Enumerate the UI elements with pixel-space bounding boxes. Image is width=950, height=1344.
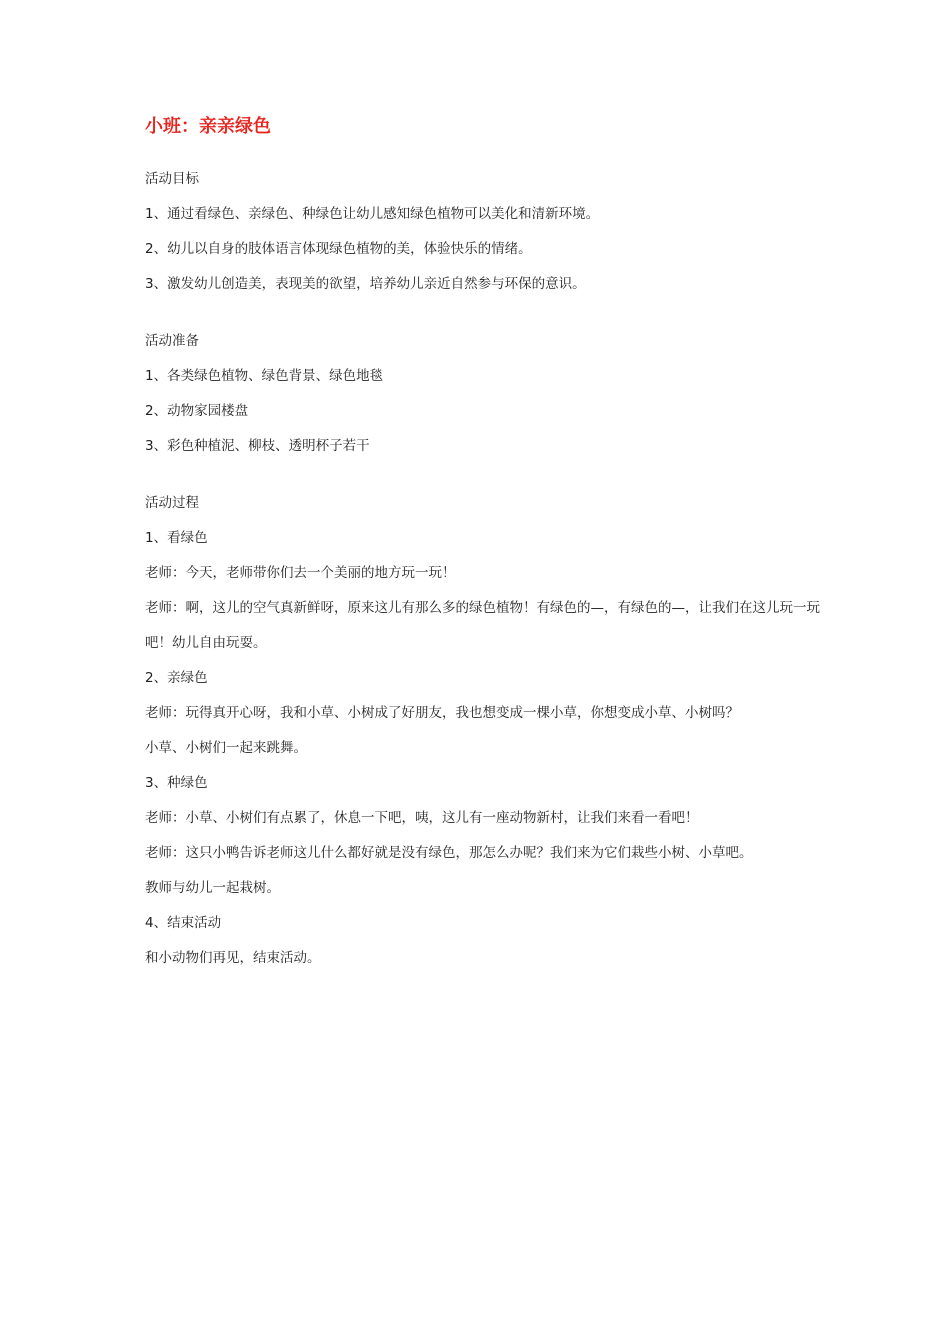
spacer — [145, 464, 825, 486]
process-line: 教师与幼儿一起栽树。 — [145, 880, 280, 896]
process-line: 老师：啊，这儿的空气真新鲜呀，原来这儿有那么多的绿色植物！有绿色的—，有绿色的—，让我们在这儿玩一玩吧！幼儿自由玩耍。 — [145, 600, 820, 651]
process-step-heading: 4、结束活动 — [145, 915, 222, 931]
preparation-item: 3、彩色种植泥、柳枝、透明杯子若干 — [145, 438, 370, 454]
spacer — [145, 302, 825, 324]
goal-item: 3、激发幼儿创造美，表现美的欲望，培养幼儿亲近自然参与环保的意识。 — [145, 276, 586, 292]
process-line: 和小动物们再见，结束活动。 — [145, 950, 321, 966]
preparation-item: 1、各类绿色植物、绿色背景、绿色地毯 — [145, 368, 384, 384]
process-heading: 活动过程 — [145, 495, 199, 511]
goal-item: 1、通过看绿色、亲绿色、种绿色让幼儿感知绿色植物可以美化和清新环境。 — [145, 206, 600, 222]
process-line: 老师：小草、小树们有点累了，休息一下吧，咦，这儿有一座动物新村，让我们来看一看吧！ — [145, 810, 699, 826]
process-line: 老师：今天，老师带你们去一个美丽的地方玩一玩！ — [145, 565, 456, 581]
spacer — [145, 142, 825, 162]
preparation-heading: 活动准备 — [145, 333, 199, 349]
preparation-section — [145, 324, 825, 464]
process-step-heading: 1、看绿色 — [145, 530, 208, 546]
document-title: 小班：亲亲绿色 — [145, 116, 271, 137]
goal-item: 2、幼儿以自身的肢体语言体现绿色植物的美，体验快乐的情绪。 — [145, 241, 532, 257]
process-step-heading: 3、种绿色 — [145, 775, 208, 791]
process-line: 老师：玩得真开心呀，我和小草、小树成了好朋友，我也想变成一棵小草，你想变成小草、小树吗？ — [145, 705, 739, 721]
document-body — [145, 112, 825, 976]
process-step-heading: 2、亲绿色 — [145, 670, 208, 686]
goals-section — [145, 162, 825, 302]
process-line: 老师：这只小鸭告诉老师这儿什么都好就是没有绿色，那怎么办呢？我们来为它们栽些小树、小草吧。 — [145, 845, 753, 861]
process-line: 小草、小树们一起来跳舞。 — [145, 740, 307, 756]
goals-heading: 活动目标 — [145, 171, 199, 187]
process-section — [145, 486, 825, 976]
preparation-item: 2、动物家园楼盘 — [145, 403, 249, 419]
